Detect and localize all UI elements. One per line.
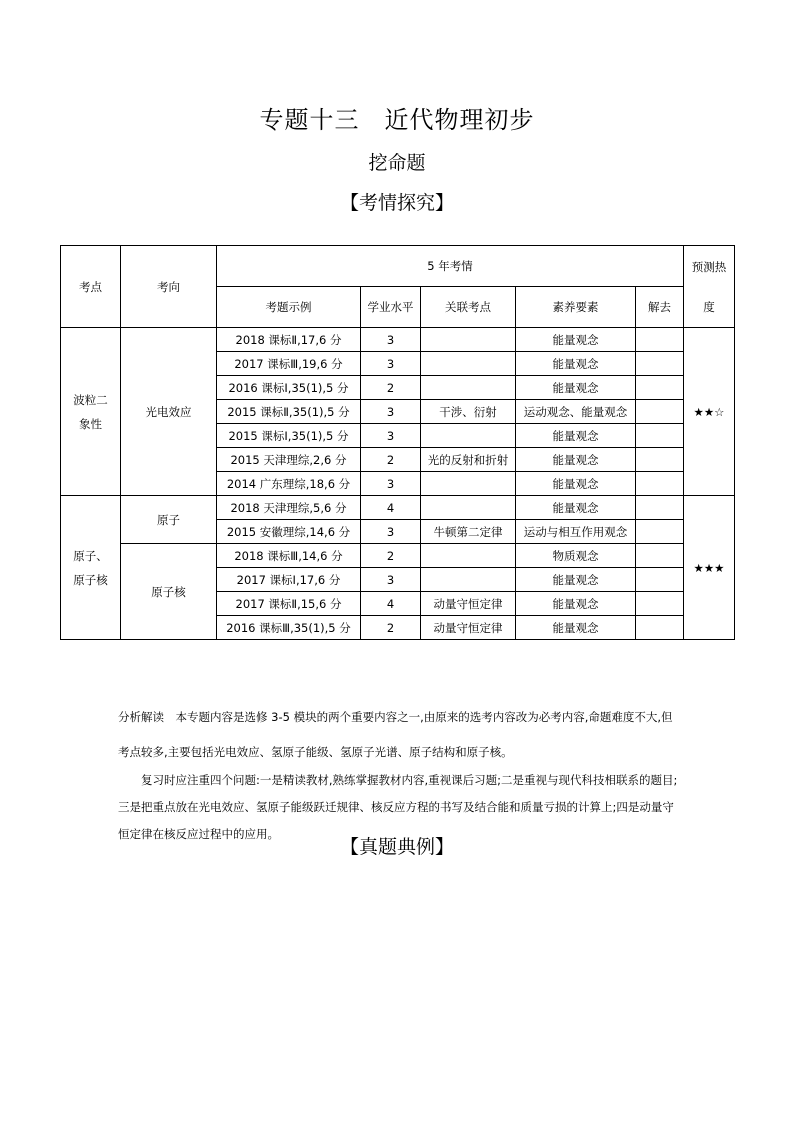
level-cell: 3 xyxy=(361,472,421,496)
section-heading-zhenti: 【真题典例】 xyxy=(339,836,454,858)
method-cell xyxy=(636,568,684,592)
exam-example-cell: 2016 课标Ⅲ,35(1),5 分 xyxy=(217,616,361,640)
literacy-cell: 能量观念 xyxy=(516,472,636,496)
exam-analysis-table xyxy=(60,245,735,640)
method-cell xyxy=(636,376,684,400)
header-xueye: 学业水平 xyxy=(361,287,421,328)
analysis-section xyxy=(118,700,684,848)
literacy-cell: 能量观念 xyxy=(516,328,636,352)
rating-stars: ★★★ xyxy=(684,496,735,640)
literacy-cell: 能量观念 xyxy=(516,496,636,520)
exam-example-cell: 2015 课标Ⅰ,35(1),5 分 xyxy=(217,424,361,448)
method-cell xyxy=(636,592,684,616)
section-heading-kaoqing: 【考情探究】 xyxy=(339,192,454,214)
related-cell xyxy=(421,328,516,352)
method-cell xyxy=(636,496,684,520)
related-cell xyxy=(421,568,516,592)
exam-example-cell: 2015 课标Ⅱ,35(1),5 分 xyxy=(217,400,361,424)
kaoxiang-cell: 原子核 xyxy=(121,544,217,640)
related-cell xyxy=(421,496,516,520)
level-cell: 3 xyxy=(361,424,421,448)
level-cell: 3 xyxy=(361,352,421,376)
header-yuce-top: 预测热 xyxy=(691,259,727,274)
exam-example-cell: 2015 天津理综,2,6 分 xyxy=(217,448,361,472)
level-cell: 4 xyxy=(361,496,421,520)
literacy-cell: 运动与相互作用观念 xyxy=(516,520,636,544)
level-cell: 4 xyxy=(361,592,421,616)
level-cell: 2 xyxy=(361,544,421,568)
header-yuce-bottom: 度 xyxy=(703,299,715,314)
header-kaodian: 考点 xyxy=(61,246,121,328)
exam-example-cell: 2017 课标Ⅰ,17,6 分 xyxy=(217,568,361,592)
exam-example-cell: 2018 天津理综,5,6 分 xyxy=(217,496,361,520)
method-cell xyxy=(636,448,684,472)
table-row xyxy=(61,496,735,520)
related-cell xyxy=(421,544,516,568)
literacy-cell: 能量观念 xyxy=(516,568,636,592)
header-guanlian: 关联考点 xyxy=(421,287,516,328)
header-suyang: 素养要素 xyxy=(516,287,636,328)
header-wunian: 5 年考情 xyxy=(217,246,684,287)
table-header-row xyxy=(61,246,735,287)
kaodian-cell: 波粒二象性 xyxy=(61,328,121,496)
table-row xyxy=(61,544,735,568)
related-cell xyxy=(421,472,516,496)
method-cell xyxy=(636,352,684,376)
method-cell xyxy=(636,328,684,352)
level-cell: 3 xyxy=(361,568,421,592)
related-cell xyxy=(421,352,516,376)
method-cell xyxy=(636,616,684,640)
related-cell: 动量守恒定律 xyxy=(421,616,516,640)
method-cell xyxy=(636,400,684,424)
related-cell xyxy=(421,424,516,448)
page-subtitle: 挖命题 xyxy=(368,152,426,174)
literacy-cell: 能量观念 xyxy=(516,424,636,448)
method-cell xyxy=(636,472,684,496)
level-cell: 3 xyxy=(361,520,421,544)
method-cell xyxy=(636,544,684,568)
table-row xyxy=(61,328,735,352)
method-cell xyxy=(636,424,684,448)
level-cell: 3 xyxy=(361,400,421,424)
exam-example-cell: 2016 课标Ⅰ,35(1),5 分 xyxy=(217,376,361,400)
level-cell: 2 xyxy=(361,616,421,640)
exam-example-cell: 2017 课标Ⅲ,19,6 分 xyxy=(217,352,361,376)
header-kaoxiang: 考向 xyxy=(121,246,217,328)
related-cell: 光的反射和折射 xyxy=(421,448,516,472)
exam-example-cell: 2015 安徽理综,14,6 分 xyxy=(217,520,361,544)
header-yuce xyxy=(684,246,735,328)
analysis-paragraph-2: 复习时应注重四个问题:一是精读教材,熟练掌握教材内容,重视课后习题;二是重视与现代科技相联系的题目;三是把重点放在光电效应、氢原子能级跃迁规律、核反应方程的书写及结合能和质量亏损的计算上;四是动量守恒定律在核反应过程中的应用。 xyxy=(118,773,678,841)
header-kaotishili: 考题示例 xyxy=(217,287,361,328)
rating-stars: ★★☆ xyxy=(684,328,735,496)
analysis-paragraph-1: 分析解读 本专题内容是选修 3-5 模块的两个重要内容之一,由原来的选考内容改为必考内容,命题难度不大,但考点较多,主要包括光电效应、氢原子能级、氢原子光谱、原子结构和原子核。 xyxy=(118,710,673,759)
literacy-cell: 物质观念 xyxy=(516,544,636,568)
kaoxiang-cell: 光电效应 xyxy=(121,328,217,496)
level-cell: 3 xyxy=(361,328,421,352)
literacy-cell: 能量观念 xyxy=(516,376,636,400)
literacy-cell: 能量观念 xyxy=(516,352,636,376)
exam-example-cell: 2018 课标Ⅱ,17,6 分 xyxy=(217,328,361,352)
literacy-cell: 能量观念 xyxy=(516,592,636,616)
related-cell: 牛顿第二定律 xyxy=(421,520,516,544)
related-cell: 动量守恒定律 xyxy=(421,592,516,616)
level-cell: 2 xyxy=(361,448,421,472)
kaodian-cell: 原子、原子核 xyxy=(61,496,121,640)
related-cell xyxy=(421,376,516,400)
literacy-cell: 能量观念 xyxy=(516,616,636,640)
literacy-cell: 运动观念、能量观念 xyxy=(516,400,636,424)
level-cell: 2 xyxy=(361,376,421,400)
exam-example-cell: 2014 广东理综,18,6 分 xyxy=(217,472,361,496)
exam-example-cell: 2017 课标Ⅱ,15,6 分 xyxy=(217,592,361,616)
header-jiefa: 解去 xyxy=(636,287,684,328)
related-cell: 干涉、衍射 xyxy=(421,400,516,424)
exam-example-cell: 2018 课标Ⅲ,14,6 分 xyxy=(217,544,361,568)
literacy-cell: 能量观念 xyxy=(516,448,636,472)
kaoxiang-cell: 原子 xyxy=(121,496,217,544)
method-cell xyxy=(636,520,684,544)
page-title: 专题十三 近代物理初步 xyxy=(259,106,535,134)
